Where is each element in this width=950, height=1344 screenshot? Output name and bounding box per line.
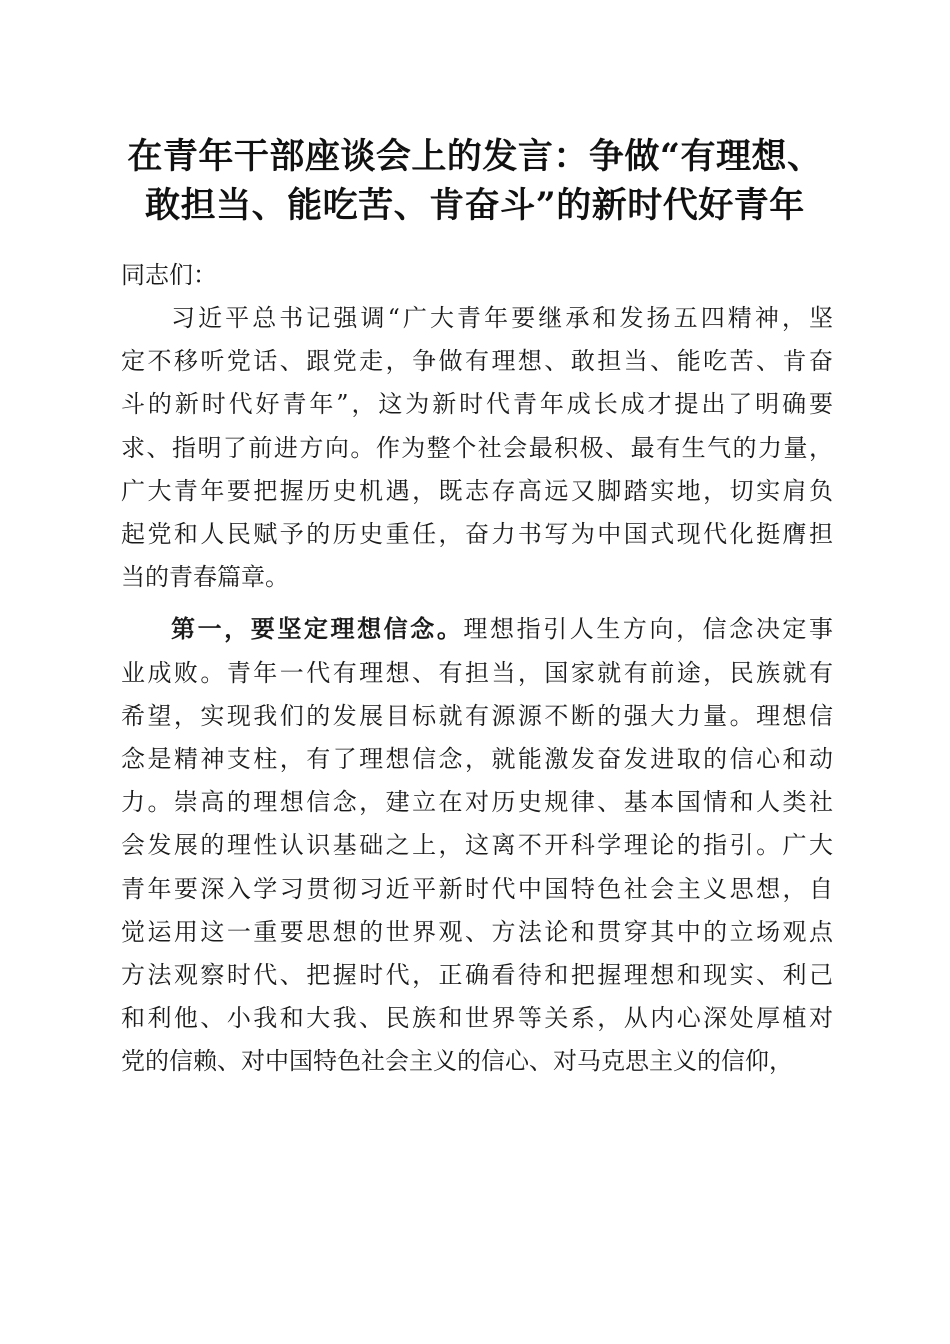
paragraph-line: 会发展的理性认识基础之上，这离不开科学理论的指引。广大 (121, 831, 833, 860)
document-title (100, 132, 850, 230)
paragraph-line: 力。崇高的理想信念，建立在对历史规律、基本国情和人类社 (121, 788, 833, 817)
paragraph-line: 当的青春篇章。 (121, 563, 289, 592)
paragraph-line-rest: 理想指引人生方向，信念决定事 (463, 615, 834, 644)
paragraph-line: 广大青年要把握历史机遇，既志存高远又脚踏实地，切实肩负 (121, 476, 833, 505)
paragraph-line: 习近平总书记强调“广大青年要继承和发扬五四精神，坚 (171, 304, 833, 332)
paragraph-line: 希望，实现我们的发展目标就有源源不断的强大力量。理想信 (121, 701, 833, 730)
paragraph-line (121, 607, 833, 651)
section-heading-first: 第一，要坚定理想信念。 (171, 614, 464, 644)
salutation: 同志们： (121, 261, 217, 289)
paragraph-line: 和利他、小我和大我、民族和世界等关系，从内心深处厚植对 (121, 1004, 833, 1033)
paragraph-line: 青年要深入学习贯彻习近平新时代中国特色社会主义思想，自 (121, 874, 833, 903)
title-line-2: 敢担当、能吃苦、肯奋斗”的新时代好青年 (145, 185, 805, 226)
paragraph-line: 觉运用这一重要思想的世界观、方法论和贯穿其中的立场观点 (121, 917, 833, 946)
paragraph-line: 念是精神支柱，有了理想信念，就能激发奋发进取的信心和动 (121, 745, 833, 774)
paragraph-line: 业成败。青年一代有理想、有担当，国家就有前途，民族就有 (121, 658, 833, 687)
paragraph-line: 起党和人民赋予的历史重任，奋力书写为中国式现代化挺膺担 (121, 520, 833, 549)
paragraph-line: 定不移听党话、跟党走，争做有理想、敢担当、能吃苦、肯奋 (121, 347, 833, 376)
paragraph-line: 党的信赖、对中国特色社会主义的信心、对马克思主义的信仰， (121, 1047, 793, 1076)
paragraph-line: 求、指明了前进方向。作为整个社会最积极、最有生气的力量， (121, 433, 833, 462)
title-line-1: 在青年干部座谈会上的发言：争做“有理想、 (127, 136, 823, 177)
paragraph-line: 斗的新时代好青年”，这为新时代青年成长成才提出了明确要 (121, 390, 833, 419)
document-body (121, 254, 833, 1084)
paragraph-line: 方法观察时代、把握时代，正确看待和把握理想和现实、利己 (121, 961, 833, 990)
paragraph-2 (121, 607, 833, 1083)
paragraph-1 (121, 297, 833, 599)
